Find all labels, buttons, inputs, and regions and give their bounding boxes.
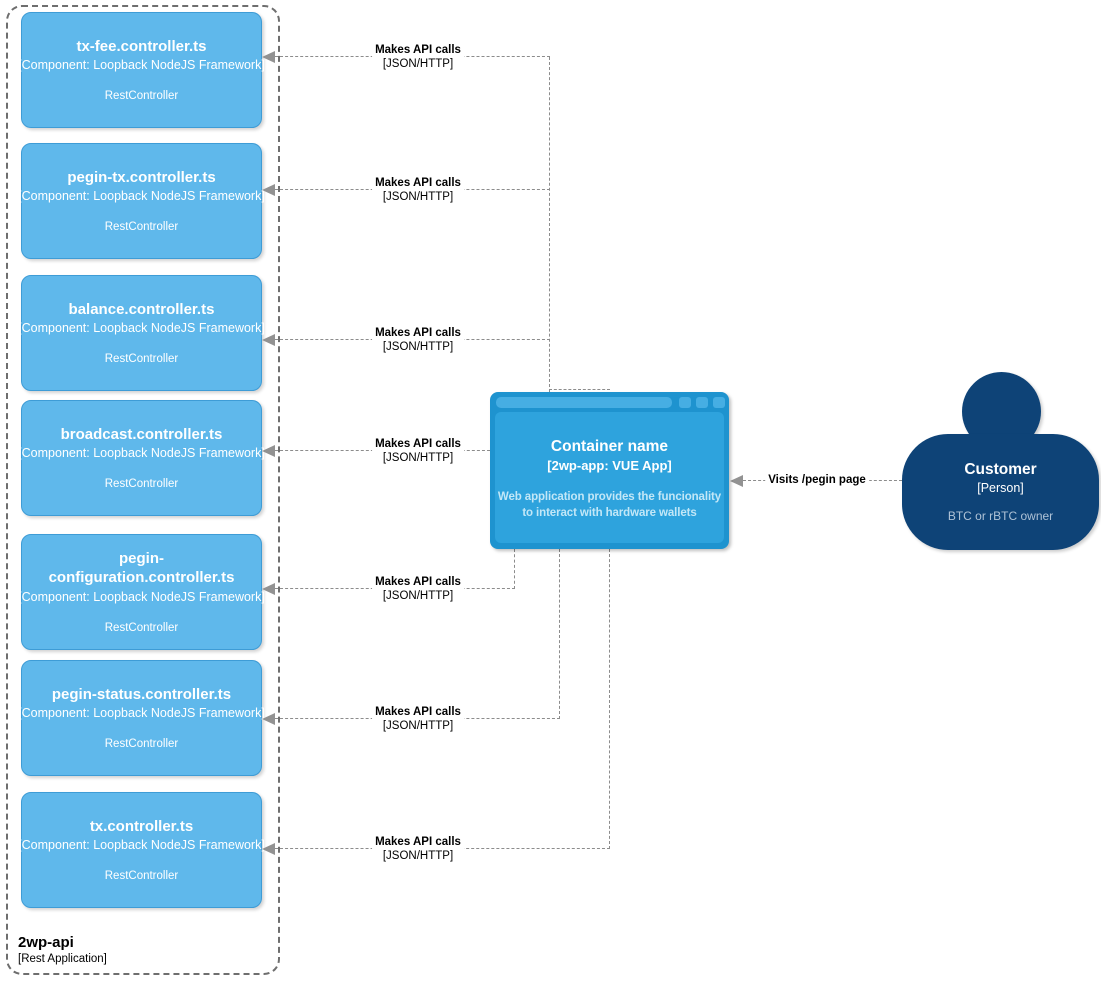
arrowhead-icon [262, 583, 275, 595]
component-node-broadcast-controller [18, 400, 265, 516]
edge-protocol-text: [JSON/HTTP] [372, 57, 464, 71]
arrowhead-icon [262, 184, 275, 196]
edge-label-text: Makes API calls [372, 43, 464, 57]
arrowhead-icon [262, 713, 275, 725]
api-call-edge [609, 549, 610, 849]
edge-label-makes-api-calls [372, 835, 464, 863]
component-node-tx-fee-controller [18, 12, 265, 128]
edge-label-text: Makes API calls [372, 326, 464, 340]
browser-address-bar [496, 397, 672, 408]
api-call-edge [549, 57, 550, 392]
component-technology: [Component: Loopback NodeJS Framework] [18, 838, 265, 853]
edge-label-text: Makes API calls [372, 835, 464, 849]
component-node-pegin-configuration-controller [18, 534, 265, 650]
component-technology: [Component: Loopback NodeJS Framework] [18, 189, 265, 204]
edge-protocol-text: [JSON/HTTP] [372, 451, 464, 465]
edge-label-makes-api-calls [372, 575, 464, 603]
component-title: tx.controller.ts [89, 817, 194, 835]
component-title: broadcast.controller.ts [60, 425, 223, 443]
edge-label-text: Makes API calls [372, 705, 464, 719]
component-role: RestController [104, 870, 179, 883]
component-title: pegin-status.controller.ts [51, 685, 232, 703]
component-node-tx-controller [18, 792, 265, 908]
edge-label-text: Makes API calls [372, 176, 464, 190]
arrowhead-icon [262, 445, 275, 457]
edge-label-makes-api-calls [372, 176, 464, 204]
api-call-edge [549, 389, 610, 390]
component-node-balance-controller [18, 275, 265, 391]
component-technology: [Component: Loopback NodeJS Framework] [18, 58, 265, 73]
component-title: balance.controller.ts [68, 300, 215, 318]
person-name: Customer [964, 461, 1037, 478]
arrowhead-icon [262, 334, 275, 346]
arrowhead-icon [730, 475, 743, 487]
edge-label-visits-pegin-page [765, 473, 869, 487]
edge-protocol-text: [JSON/HTTP] [372, 190, 464, 204]
arrowhead-icon [262, 51, 275, 63]
container-title: Container name [550, 438, 669, 455]
edge-label-makes-api-calls [372, 43, 464, 71]
component-technology: [Component: Loopback NodeJS Framework] [18, 321, 265, 336]
api-call-edge [514, 549, 515, 589]
edge-protocol-text: [JSON/HTTP] [372, 719, 464, 733]
component-role: RestController [104, 478, 179, 491]
container-body [495, 412, 724, 543]
component-technology: [Component: Loopback NodeJS Framework] [18, 446, 265, 461]
component-technology: [Component: Loopback NodeJS Framework] [18, 706, 265, 721]
component-role: RestController [104, 621, 179, 634]
component-role: RestController [104, 90, 179, 103]
browser-window-button-icon [679, 397, 691, 408]
component-node-pegin-status-controller [18, 660, 265, 776]
browser-window-button-icon [696, 397, 708, 408]
container-description: Web application provides the funcionality to interact with hardware wallets [497, 491, 722, 520]
edge-label-makes-api-calls [372, 437, 464, 465]
edge-label-text: Visits /pegin page [765, 473, 869, 487]
boundary-name: 2wp-api [18, 934, 74, 951]
person-type: [Person] [977, 481, 1024, 495]
arrowhead-icon [262, 843, 275, 855]
component-title: pegin-configuration.controller.ts [48, 550, 235, 586]
component-technology: [Component: Loopback NodeJS Framework] [18, 589, 265, 604]
api-call-edge [559, 549, 560, 719]
person-description: BTC or rBTC owner [947, 509, 1054, 523]
component-role: RestController [104, 353, 179, 366]
component-title: tx-fee.controller.ts [76, 37, 207, 55]
container-node-2wp-app [490, 392, 729, 549]
edge-protocol-text: [JSON/HTTP] [372, 340, 464, 354]
boundary-label [18, 934, 107, 965]
component-role: RestController [104, 221, 179, 234]
container-technology: [2wp-app: VUE App] [547, 458, 672, 473]
edge-protocol-text: [JSON/HTTP] [372, 849, 464, 863]
edge-label-text: Makes API calls [372, 437, 464, 451]
edge-label-makes-api-calls [372, 705, 464, 733]
edge-label-text: Makes API calls [372, 575, 464, 589]
browser-window-button-icon [713, 397, 725, 408]
edge-protocol-text: [JSON/HTTP] [372, 589, 464, 603]
component-role: RestController [104, 738, 179, 751]
component-node-pegin-tx-controller [18, 143, 265, 259]
edge-label-makes-api-calls [372, 326, 464, 354]
boundary-type: [Rest Application] [18, 953, 107, 965]
component-title: pegin-tx.controller.ts [67, 168, 216, 186]
person-node-customer [902, 434, 1099, 550]
